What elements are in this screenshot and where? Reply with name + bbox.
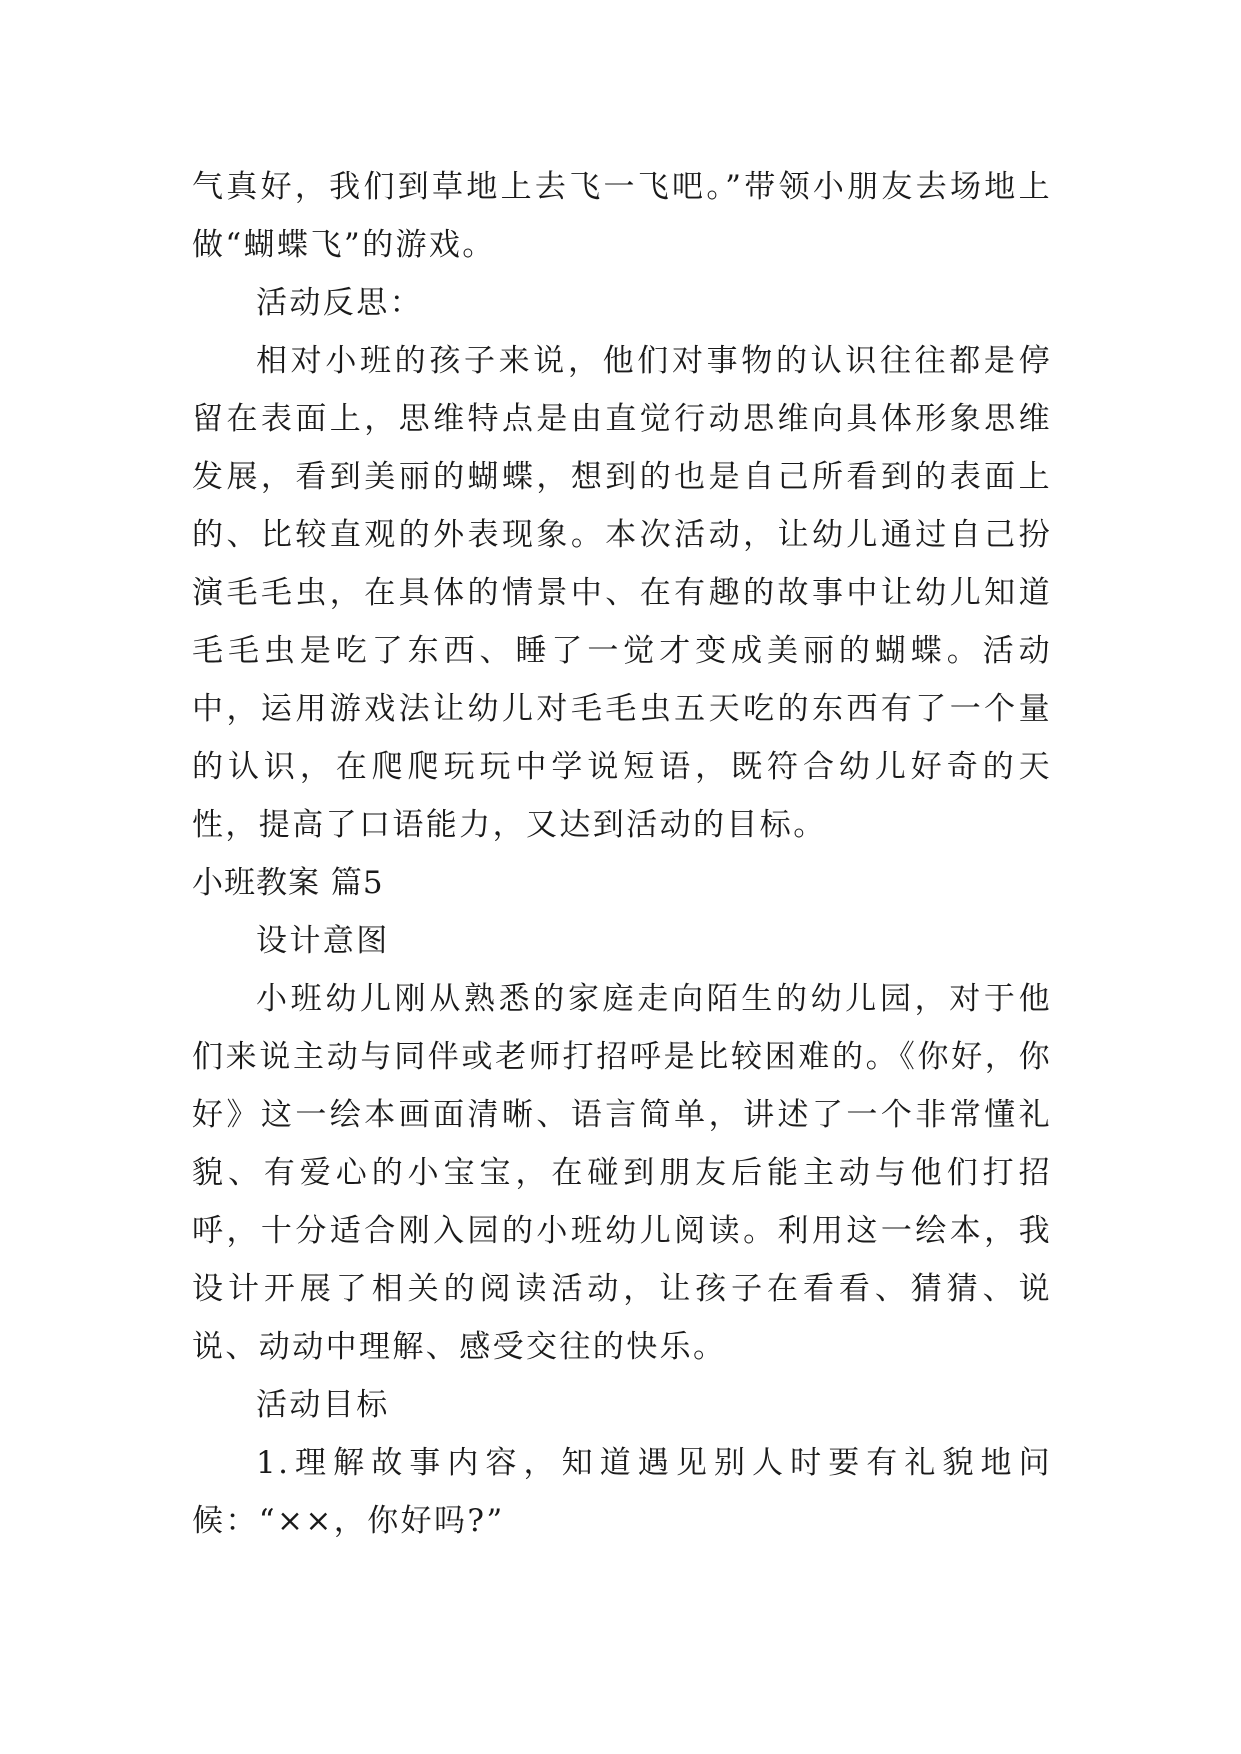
paragraph-design-intent-body: 小班幼儿刚从熟悉的家庭走向陌生的幼儿园，对于他们来说主动与同伴或老师打招呼是比较困难的。《你好，你好》这一绘本画面清晰、语言简单，讲述了一个非常懂礼貌、有爱心的小宝宝，在碰到朋友后能主动与他们打招呼，十分适合刚入园的小班幼儿阅读。利用这一绘本，我设计开展了相关的阅读活动，让孩子在看看、猜猜、说说、动动中理解、感受交往的快乐。 — [192, 981, 1052, 1365]
paragraph-goal-1: 1.理解故事内容，知道遇见别人时要有礼貌地问候：“××，你好吗?” — [192, 1445, 1052, 1539]
lesson-plan-heading: 小班教案 篇5 — [192, 865, 384, 901]
paragraph-reflection-body: 相对小班的孩子来说，他们对事物的认识往往都是停留在表面上，思维特点是由直觉行动思维向具体形象思维发展，看到美丽的蝴蝶，想到的也是自己所看到的表面上的、比较直观的外表现象。本次活动，让幼儿通过自己扮演毛毛虫，在具体的情景中、在有趣的故事中让幼儿知道毛毛虫是吃了东西、睡了一觉才变成美丽的蝴蝶。活动中，运用游戏法让幼儿对毛毛虫五天吃的东西有了一个量的认识，在爬爬玩玩中学说短语，既符合幼儿好奇的天性，提高了口语能力，又达到活动的目标。 — [192, 343, 1052, 843]
paragraph-game-continuation: 气真好，我们到草地上去飞一飞吧。”带领小朋友去场地上做“蝴蝶飞”的游戏。 — [192, 169, 1052, 263]
section-label-activity-goals: 活动目标 — [256, 1387, 390, 1423]
section-label-design-intent: 设计意图 — [256, 923, 390, 959]
document-page — [192, 158, 1052, 1550]
section-label-activity-reflection: 活动反思： — [256, 285, 423, 321]
